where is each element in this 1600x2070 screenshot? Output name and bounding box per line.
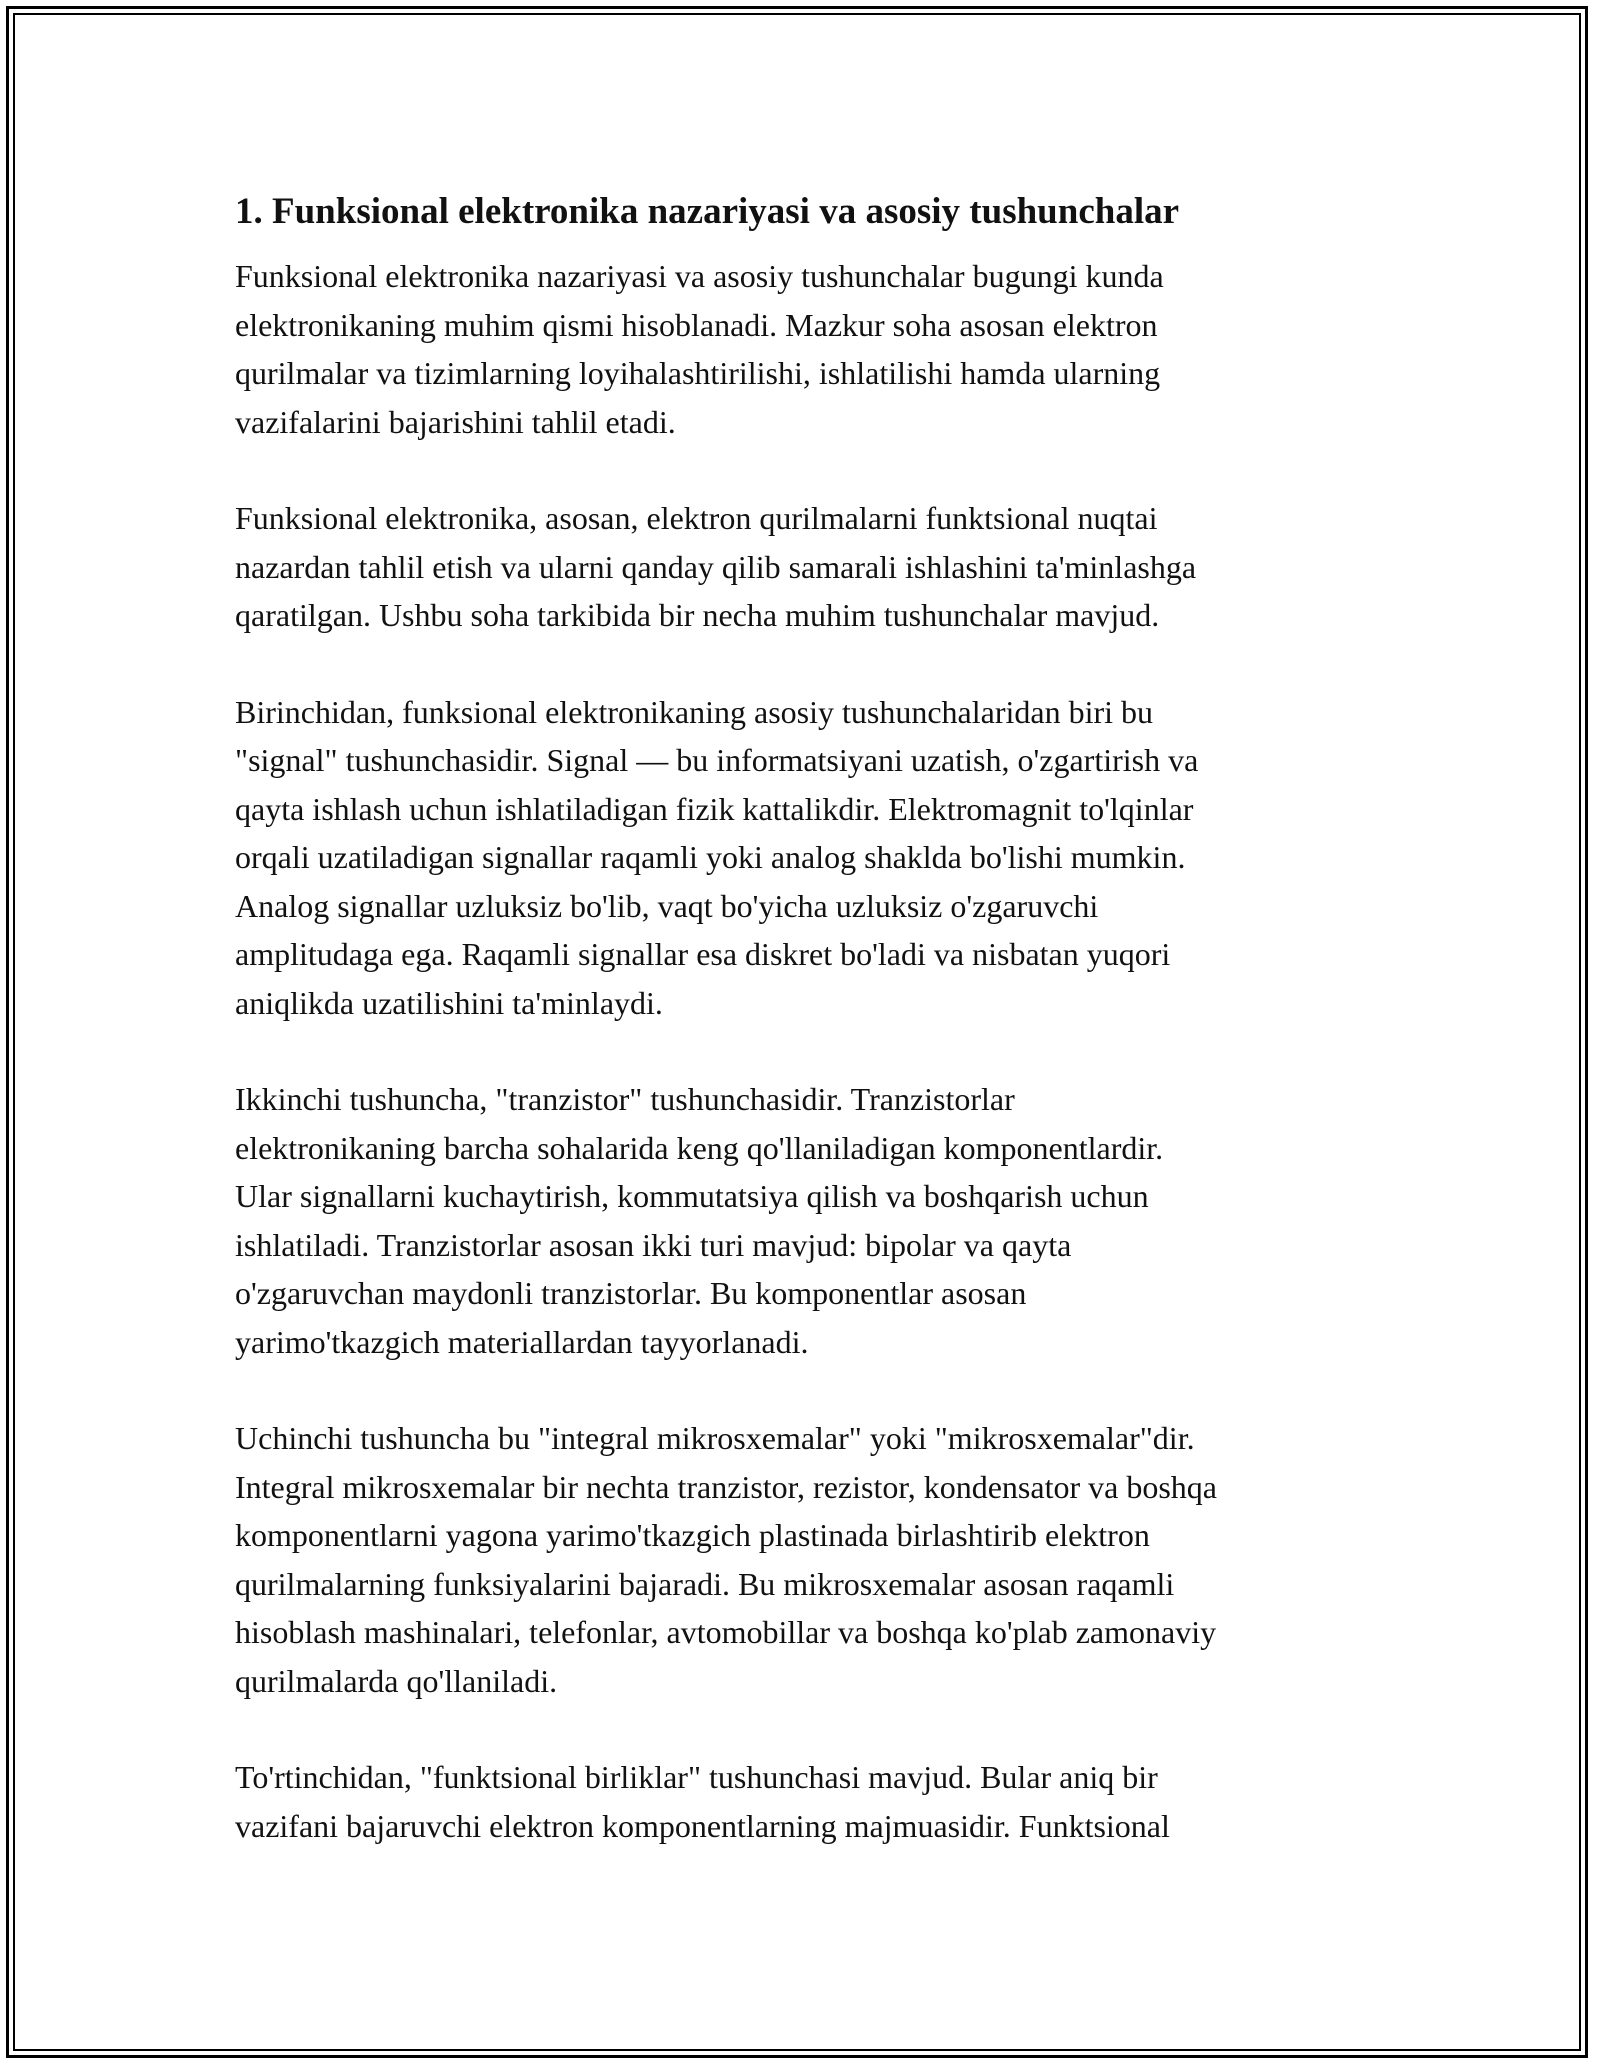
text-line: "signal" tushunchasidir. Signal — bu informatsiyani uzatish, o'zgartirish va <box>235 742 1199 778</box>
text-line: amplitudaga ega. Raqamli signallar esa diskret bo'ladi va nisbatan yuqori <box>235 936 1171 972</box>
paragraph-transistor <box>235 1075 1375 1366</box>
document-body <box>235 186 1375 1850</box>
text-line: hisoblash mashinalari, telefonlar, avtomobillar va boshqa ko'plab zamonaviy <box>235 1614 1217 1650</box>
text-line: aniqlikda uzatilishini ta'minlaydi. <box>235 984 663 1021</box>
text-line: qaratilgan. Ushbu soha tarkibida bir necha muhim tushunchalar mavjud. <box>235 597 1160 633</box>
paragraph-intro <box>235 252 1375 446</box>
paragraph-signal <box>235 688 1375 1028</box>
text-line: yarimo'tkazgich materiallardan tayyorlanadi. <box>235 1323 809 1360</box>
text-line: Uchinchi tushuncha bu "integral mikrosxemalar" yoki "mikrosxemalar"dir. <box>235 1420 1195 1456</box>
text-line: Ular signallarni kuchaytirish, kommutatsiya qilish va boshqarish uchun <box>235 1178 1149 1214</box>
text-line: Birinchidan, funksional elektronikaning asosiy tushunchalaridan biri bu <box>235 693 1154 730</box>
paragraph-functional-units <box>235 1753 1375 1850</box>
text-line: ishlatiladi. Tranzistorlar asosan ikki turi mavjud: bipolar va qayta <box>235 1226 1072 1263</box>
paragraph-integral-circuits <box>235 1414 1375 1705</box>
text-line: vazifalarini bajarishini tahlil etadi. <box>235 403 676 440</box>
text-line: Funksional elektronika nazariyasi va asosiy tushunchalar bugungi kunda <box>235 258 1164 294</box>
text-line: orqali uzatiladigan signallar raqamli yoki analog shaklda bo'lishi mumkin. <box>235 839 1186 875</box>
text-line: Integral mikrosxemalar bir nechta tranzistor, rezistor, kondensator va boshqa <box>235 1468 1217 1505</box>
text-line: o'zgaruvchan maydonli tranzistorlar. Bu komponentlar asosan <box>235 1275 1027 1311</box>
text-line: qurilmalarda qo'llaniladi. <box>235 1662 558 1699</box>
text-line: komponentlarni yagona yarimo'tkazgich plastinada birlashtirib elektron <box>235 1517 1150 1553</box>
text-line: Funksional elektronika, asosan, elektron qurilmalarni funktsional nuqtai <box>235 500 1158 536</box>
text-line: vazifani bajaruvchi elektron komponentlarning majmuasidir. Funktsional <box>235 1807 1170 1844</box>
text-line: elektronikaning muhim qismi hisoblanadi. Mazkur soha asosan elektron <box>235 306 1158 343</box>
text-line: To'rtinchidan, "funktsional birliklar" tushunchasi mavjud. Bular aniq bir <box>235 1759 1158 1795</box>
text-line: Ikkinchi tushuncha, "tranzistor" tushunchasidir. Tranzistorlar <box>235 1081 1015 1117</box>
text-line: Analog signallar uzluksiz bo'lib, vaqt bo'yicha uzluksiz o'zgaruvchi <box>235 887 1099 924</box>
paragraph-overview <box>235 494 1375 640</box>
section-heading: 1. Funksional elektronika nazariyasi va asosiy tushunchalar <box>235 191 1180 232</box>
text-line: nazardan tahlil etish va ularni qanday qilib samarali ishlashini ta'minlashga <box>235 548 1197 585</box>
text-line: elektronikaning barcha sohalarida keng qo'llaniladigan komponentlardir. <box>235 1129 1164 1166</box>
text-line: qurilmalarning funksiyalarini bajaradi. Bu mikrosxemalar asosan raqamli <box>235 1565 1175 1602</box>
text-line: qurilmalar va tizimlarning loyihalashtirilishi, ishlatilishi hamda ularning <box>235 355 1161 391</box>
text-line: qayta ishlash uchun ishlatiladigan fizik kattalikdir. Elektromagnit to'lqinlar <box>235 790 1194 827</box>
